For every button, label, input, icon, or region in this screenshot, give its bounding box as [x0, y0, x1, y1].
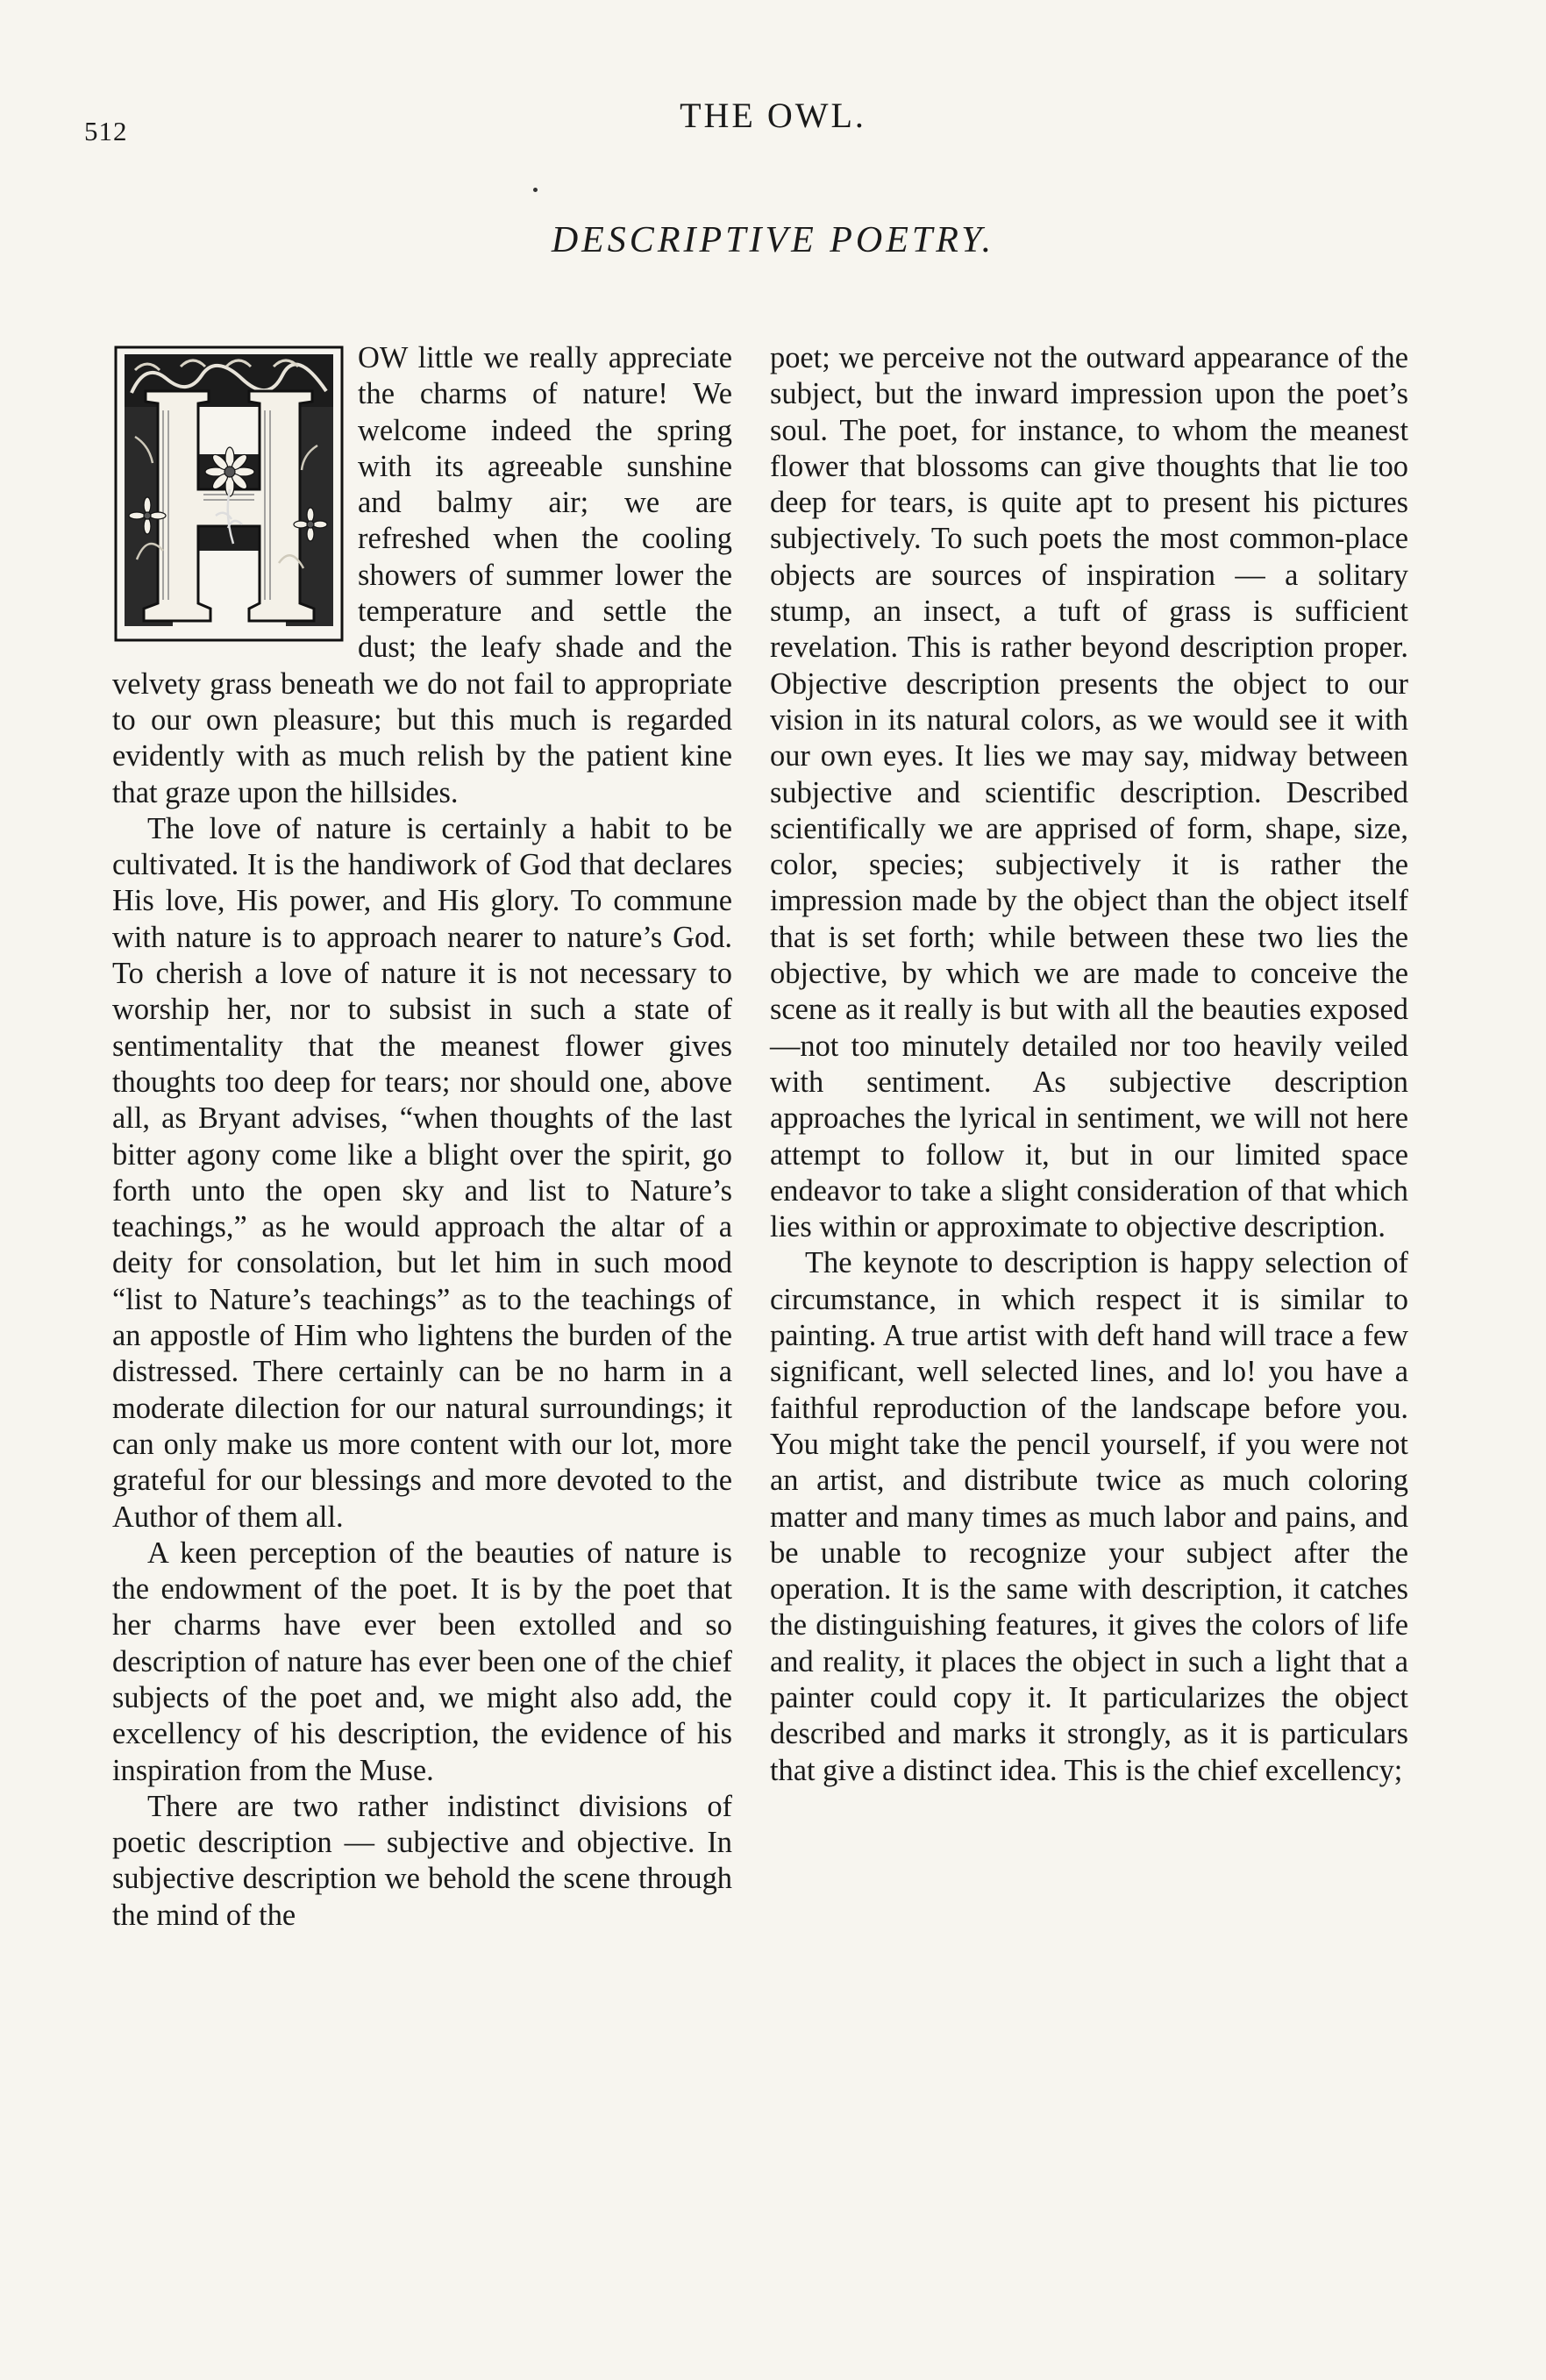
running-head: THE OWL. — [680, 96, 866, 135]
right-column — [770, 340, 1408, 1789]
left-paragraph-1: OW little we really appreciate the charms of nature! We welcome indeed the spring with its agreeable sunshine and balmy air; we are refreshed when the cooling showers of summer lower the temperature and settle the dust; the leafy shade and the velvety grass beneath we do not fail to appropriate to our own pleasure; but this much is regarded evidently with as much relish by the patient kine that graze upon the hillsides. — [112, 341, 732, 809]
left-paragraph-3: A keen perception of the beauties of nature is the endowment of the poet. It is by the poet that her charms have ever been extolled and so description of nature has ever been one of the chief subjects of the poet and, we might also add, the excellency of his description, the evidence of his inspiration from the Muse. — [112, 1536, 732, 1787]
article-title: DESCRIPTIVE POETRY. — [551, 220, 995, 260]
drop-cap-illustration — [110, 340, 347, 647]
left-column — [112, 340, 732, 1934]
right-paragraph-2: The keynote to description is happy selection of circumstance, in which respect it is similar to painting. A true artist with deft hand will trace a few significant, well selected lines, and lo! you have a faithful reproduction of the landscape before you. You might take the pencil yourself, if you were not an artist, and distribute twice as much coloring matter and many times as much labor and pains, and be unable to recognize your subject after the operation. It is the same with description, it catches the distinguishing features, it gives the colors of life and reality, it places the object in such a light that a painter could copy it. It particularizes the object described and marks it strongly, as it is particulars that give a distinct idea. This is the chief excellency; — [770, 1246, 1408, 1787]
printer-dot — [533, 188, 538, 192]
right-paragraph-1: poet; we perceive not the outward appearance of the subject, but the inward impression upon the poet’s soul. The poet, for instance, to whom the meanest flower that blossoms can give thoughts that lie too deep for tears, is quite apt to present his pictures subjectively. To such poets the most common-place objects are sources of inspiration — a solitary stump, an insect, a tuft of grass is sufficient revelation. This is rather beyond description proper. Objective description presents the object to our vision in its natural colors, as we would see it with our own eyes. It lies we may say, midway between subjective and scientific description. Described scientifically we are apprised of form, shape, size, color, species; subjectively it is rather the impression made by the object than the object itself that is set forth; while between these two lies the objective, by which we are made to conceive the scene as it really is but with all the beauties exposed—not too minutely detailed nor too heavily veiled with sentiment. As subjective description approaches the lyrical in sentiment, we will not here attempt to follow it, but in our limited space endeavor to take a slight consideration of that which lies within or approximate to objective description. — [770, 341, 1408, 1244]
left-paragraph-4: There are two rather indistinct divisions of poetic description — subjective and objective. In subjective description we behold the scene through the mind of the — [112, 1789, 732, 1932]
page-number: 512 — [84, 116, 128, 146]
drop-cap-ornament — [110, 340, 347, 647]
left-paragraph-2: The love of nature is certainly a habit to be cultivated. It is the handiwork of God that declares His love, His power, and His glory. To commune with nature is to approach nearer to nature’s God. To cherish a love of nature it is not necessary to worship her, nor to subsist in such a state of sentimentality that the meanest flower gives thoughts too deep for tears; nor should one, above all, as Bryant advises, “when thoughts of the last bitter agony come like a blight over the spirit, go forth unto the open sky and list to Nature’s teachings,” as he would approach the altar of a deity for consolation, but let him in such mood “list to Nature’s teachings” as to the teachings of an appostle of Him who lightens the burden of the distressed. There certainly can be no harm in a moderate dilection for our natural surroundings; it can only make us more content with our lot, more grateful for our blessings and more devoted to the Author of them all. — [112, 811, 732, 1534]
